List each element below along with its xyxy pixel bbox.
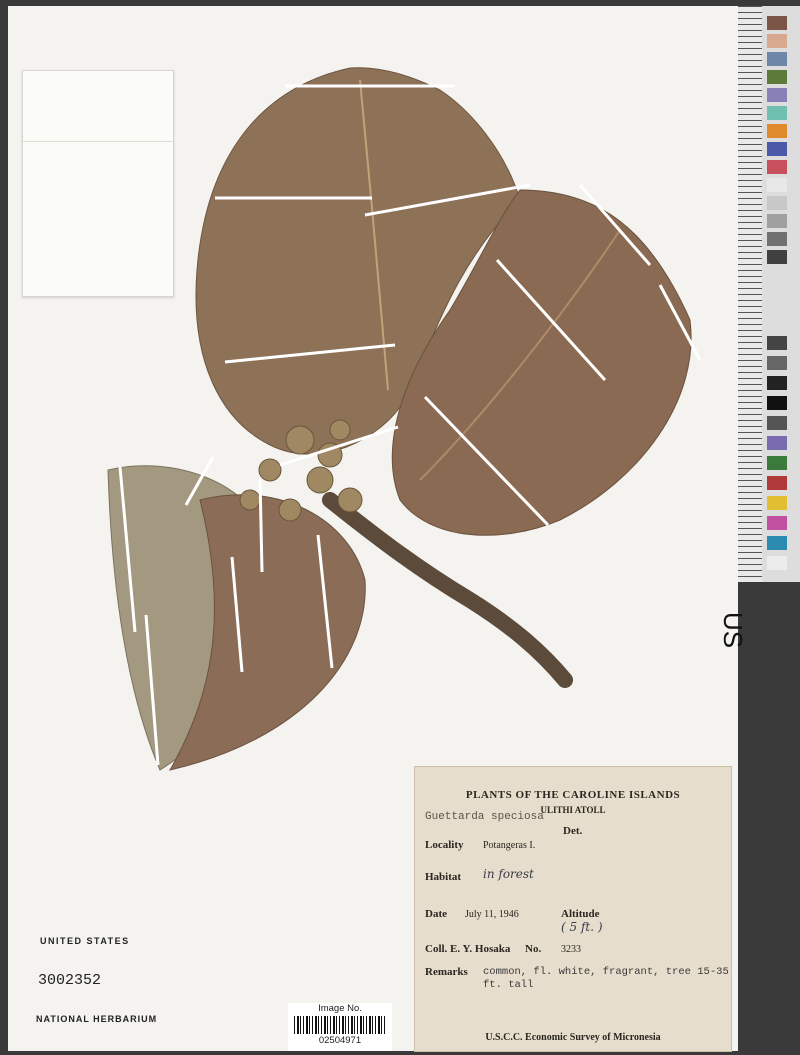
barcode [294, 1016, 386, 1034]
date-value: July 11, 1946 [465, 909, 519, 920]
remarks-line-2: ft. tall [483, 979, 534, 991]
habitat-value: in forest [483, 867, 534, 881]
specimen-label [414, 766, 732, 1052]
color-calibration-bar [738, 6, 800, 582]
habitat-label: Habitat [425, 871, 462, 883]
remarks-label: Remarks [425, 966, 468, 978]
locality-label: Locality [425, 839, 464, 851]
image-number-box [288, 1003, 392, 1051]
label-subtitle: ULITHI ATOLL [540, 805, 606, 815]
ruler [738, 6, 762, 582]
institution-mark: US [718, 612, 748, 649]
locality-value: Potangeras I. [483, 840, 536, 851]
collector: Coll. E. Y. Hosaka [425, 943, 511, 955]
label-footer: U.S.C.C. Economic Survey of Micronesia [485, 1032, 661, 1043]
image-number-label: Image No. [318, 1003, 362, 1014]
altitude-value: ( 5 ft. ) [561, 920, 603, 934]
date-label: Date [425, 908, 447, 920]
image-number-value: 02504971 [318, 1035, 362, 1046]
det-label: Det. [563, 825, 583, 837]
herbarium-number: 3002352 [38, 972, 102, 989]
herbarium-country: UNITED STATES [40, 936, 130, 946]
species-name: Guettarda speciosa [425, 811, 544, 823]
altitude-label: Altitude [561, 908, 600, 920]
number-label: No. [525, 943, 542, 955]
remarks-line-1: common, fl. white, fragrant, tree 15-35 [483, 966, 729, 978]
label-title: PLANTS OF THE CAROLINE ISLANDS [465, 789, 681, 801]
number-value: 3233 [561, 944, 581, 955]
herbarium-name: NATIONAL HERBARIUM [36, 1014, 158, 1024]
